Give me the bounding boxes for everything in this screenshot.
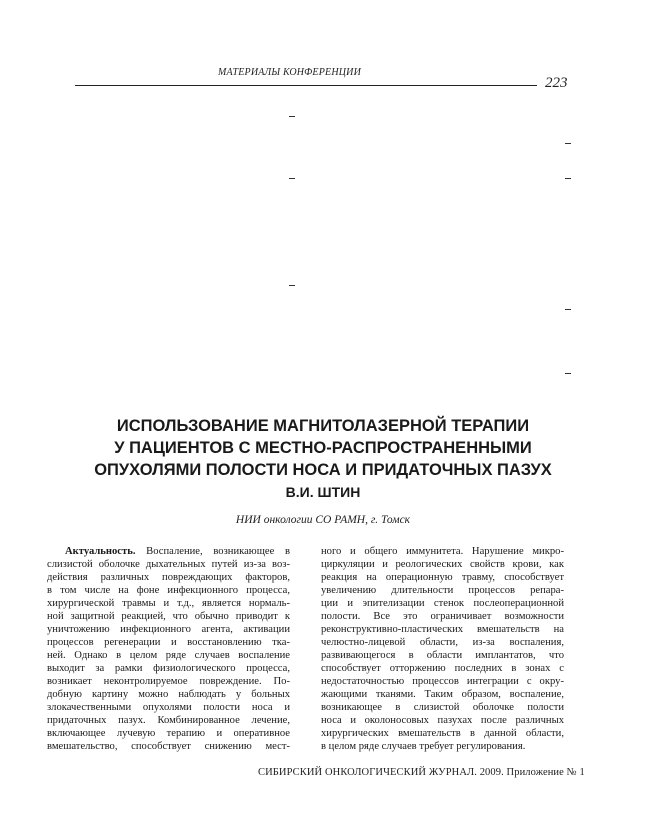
margin-mark: [565, 143, 571, 144]
text-line: ной защитной реакцией, что обычно приводит к: [47, 611, 290, 622]
text-line: увеличению длительности процессов репара-: [321, 585, 564, 596]
page-number: 223: [545, 75, 568, 91]
text-line: действия различных повреждающих факторов,: [47, 572, 290, 583]
running-head: МАТЕРИАЛЫ КОНФЕРЕНЦИИ: [218, 67, 362, 78]
section-label: Актуальность.: [65, 546, 136, 557]
text-line: носа и околоносовых пазухах после различных: [321, 715, 564, 726]
text-line: возникающее в слизистой оболочке полости: [321, 702, 564, 713]
text-line: в целом ряде случаев требует регулирования.: [321, 741, 526, 752]
text-line: недостаточностью процессов интеграции с окру-: [321, 676, 564, 687]
text-line: развивающегося в области имплантатов, что: [321, 650, 564, 661]
text-line: возникает неконтролируемое повреждение. По-: [47, 676, 290, 687]
margin-mark: [565, 373, 571, 374]
text-line: челюстно-лицевой области, из-за воспаления,: [321, 637, 564, 648]
text-line: способствует отторжению последних в зонах с: [321, 663, 564, 674]
text-line: придаточных пазух. Комбинированное лечение,: [47, 715, 290, 726]
journal-footer: СИБИРСКИЙ ОНКОЛОГИЧЕСКИЙ ЖУРНАЛ. 2009. Приложение № 1: [258, 767, 585, 778]
text-line: слизистой оболочке дыхательных путей из-за воз-: [47, 559, 290, 570]
margin-mark: [289, 178, 295, 179]
margin-mark: [289, 285, 295, 286]
affiliation: НИИ онкологии СО РАМН, г. Томск: [235, 514, 411, 526]
body-column-right: [321, 545, 564, 753]
text-line: циркуляции и реологических свойств крови, как: [321, 559, 564, 570]
text-line: полости. Все это ограничивает возможности: [321, 611, 564, 622]
text-line: реконструктивно-пластических вмешательств на: [321, 624, 564, 635]
text-line: хирургической травмы и т.д., является нормаль-: [47, 598, 290, 609]
text-line: вмешательство, способствует снижению мест-: [47, 741, 290, 752]
text-line: выходит за рамки физиологического процесса,: [47, 663, 290, 674]
title-line: ИСПОЛЬЗОВАНИЕ МАГНИТОЛАЗЕРНОЙ ТЕРАПИИ: [116, 417, 530, 435]
body-column-left: [47, 545, 290, 753]
title-line: У ПАЦИЕНТОВ С МЕСТНО-РАСПРОСТРАНЕННЫМИ: [114, 439, 532, 457]
text-line: жающими тканями. Таким образом, воспаление,: [321, 689, 564, 700]
text-line: реакция на операционную травму, способствует: [321, 572, 564, 583]
text-line: злокачественными опухолями полости носа и: [47, 702, 290, 713]
article-title: [60, 415, 586, 481]
text-line: ции и эпителизации стенок послеоперационной: [321, 598, 564, 609]
header-rule: [75, 85, 537, 86]
text-line: уничтожению инфекционного агента, активации: [47, 624, 290, 635]
margin-mark: [565, 309, 571, 310]
text-line: ней. Однако в целом ряде случаев воспаление: [47, 650, 290, 661]
text-line: ного и общего иммунитета. Нарушение микро-: [321, 546, 564, 557]
text-line: Актуальность. Воспаление, возникающее в: [65, 546, 290, 557]
margin-mark: [289, 116, 295, 117]
text-line: добную картину можно наблюдать у больных: [47, 689, 290, 700]
author: В.И. ШТИН: [285, 484, 361, 500]
text-line: включающее лучевую терапию и оперативное: [47, 728, 290, 739]
title-line: ОПУХОЛЯМИ ПОЛОСТИ НОСА И ПРИДАТОЧНЫХ ПАЗУХ: [94, 461, 552, 479]
text-line: хирургических вмешательств в данной области,: [321, 728, 564, 739]
text-line: в том числе на фоне инфекционного процесса,: [47, 585, 290, 596]
margin-mark: [565, 178, 571, 179]
text-line: процессов регенерации и восстановлению тка-: [47, 637, 290, 648]
